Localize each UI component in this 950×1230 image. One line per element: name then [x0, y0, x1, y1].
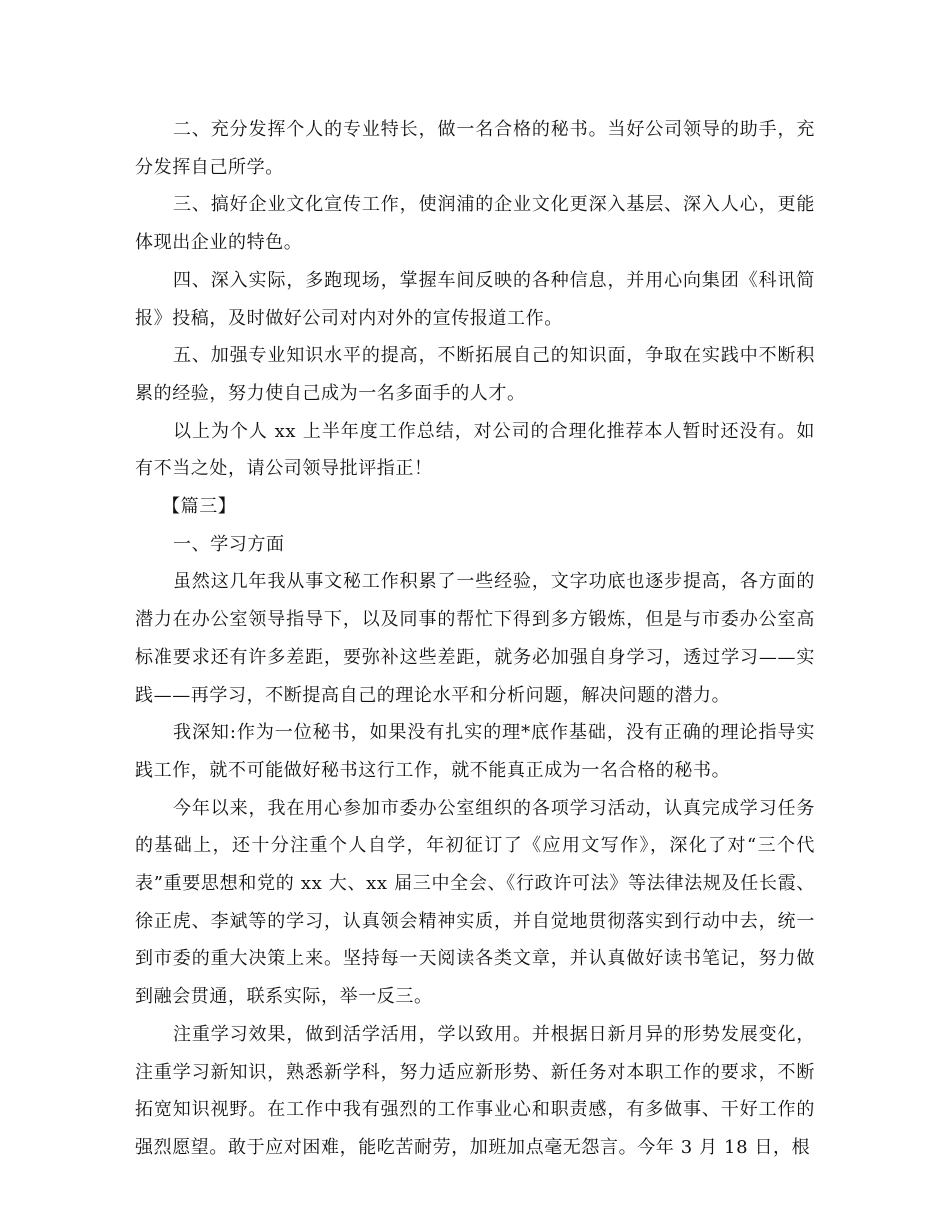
paragraph-study-awareness: 我深知:作为一位秘书，如果没有扎实的理*底作基础，没有正确的理论指导实践工作，就不可能做好秘书这行工作，就不能真正成为一名合格的秘书。: [135, 722, 815, 781]
paragraph-item-5: 五、加强专业知识水平的提高，不断拓展自己的知识面，争取在实践中不断积累的经验，努力使自己成为一名多面手的人才。: [135, 345, 815, 404]
paragraph-study-activities: 今年以来，我在用心参加市委办公室组织的各项学习活动，认真完成学习任务的基础上，还十分注重个人自学，年初征订了《应用文写作》，深化了对“三个代表”重要思想和党的 xx 大、xx 届三中全会、《行政许可法》等法律法规及任长霞、徐正虎、李斌等的学习，认真领会精神实质，并自觉地贯彻落实到行动中去，统一到市委的重大决策上来。坚持每一天阅读各类文章，并认真做好读书笔记，努力做到融会贯通，联系实际，举一反三。: [135, 797, 815, 1008]
paragraph-item-3: 三、搞好企业文化宣传工作，使润浦的企业文化更深入基层、深入人心，更能体现出企业的特色。: [135, 194, 815, 254]
paragraph-study-effect: 注重学习效果，做到活学活用，学以致用。并根据日新月异的形势发展变化，注重学习新知识，熟悉新学科，努力适应新形势、新任务对本职工作的要求，不断拓宽知识视野。在工作中我有强烈的工作事业心和职责感，有多做事、干好工作的强烈愿望。敢于应对困难，能吃苦耐劳，加班加点毫无怨言。今年 3 月 18 日，根: [135, 1023, 815, 1158]
section-heading: 【篇三】: [162, 496, 237, 518]
paragraph-conclusion: 以上为个人 xx 上半年度工作总结，对公司的合理化推荐本人暂时还没有。如有不当之处，请公司领导批评指正！: [135, 420, 815, 480]
subsection-heading: 一、学习方面: [173, 533, 285, 555]
paragraph-study-intro: 虽然这几年我从事文秘工作积累了一些经验，文字功底也逐步提高，各方面的潜力在办公室领导指导下，以及同事的帮忙下得到多方锻炼，但是与市委办公室高标准要求还有许多差距，要弥补这些差距，就务必加强自身学习，透过学习——实践——再学习，不断提高自己的理论水平和分析问题，解决问题的潜力。: [135, 571, 815, 706]
paragraph-item-2: 二、充分发挥个人的专业特长，做一名合格的秘书。当好公司领导的助手，充分发挥自己所学。: [135, 119, 815, 178]
document-body: [135, 111, 815, 1167]
paragraph-item-4: 四、深入实际，多跑现场，掌握车间反映的各种信息，并用心向集团《科讯简报》投稿，及时做好公司对内对外的宣传报道工作。: [135, 269, 815, 329]
